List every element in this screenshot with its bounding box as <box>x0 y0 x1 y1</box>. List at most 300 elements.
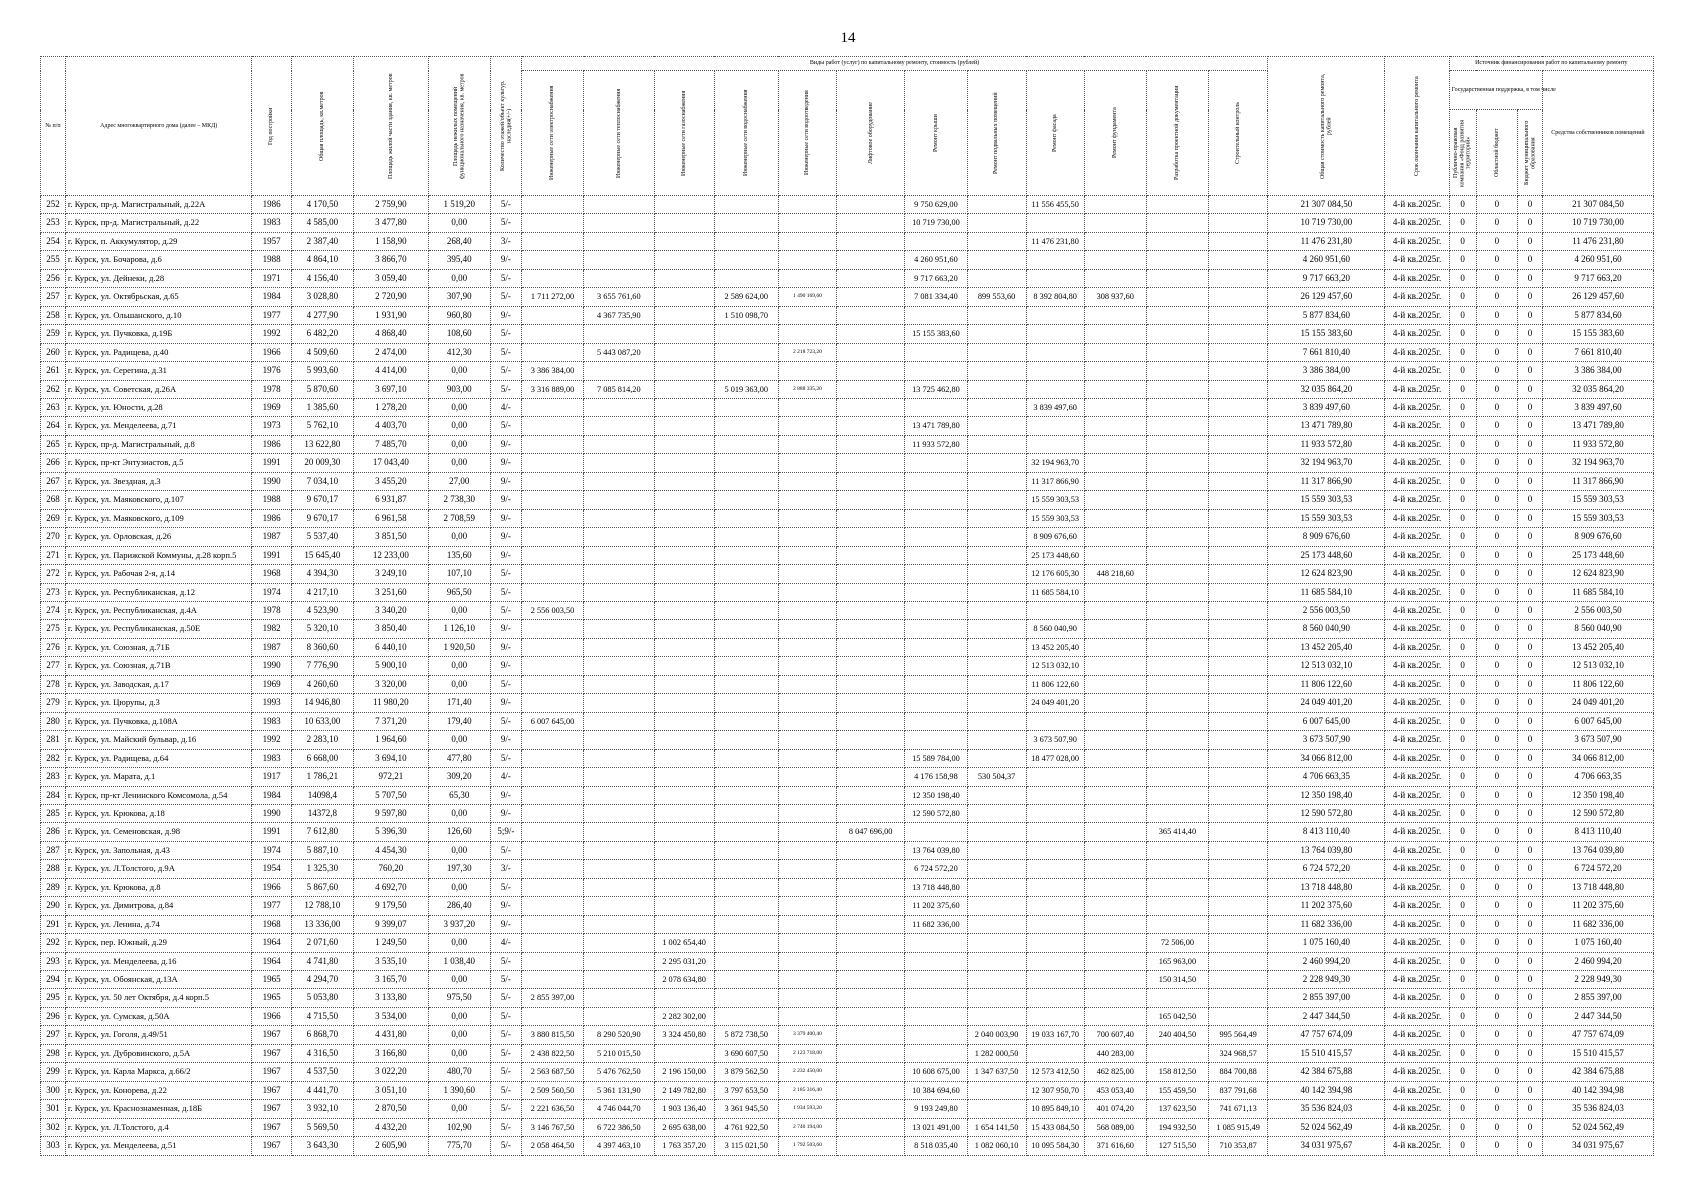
cell-facade <box>1026 343 1084 361</box>
cell-elevator <box>836 380 904 398</box>
cell-living-area: 1 278,20 <box>354 398 429 416</box>
cell-floors: 9/- <box>490 528 521 546</box>
cell-control <box>1209 398 1268 416</box>
cell-deadline: 4-й кв.2025г. <box>1385 804 1449 822</box>
cell-total-cost: 3 673 507,90 <box>1268 731 1385 749</box>
cell-year: 1984 <box>252 786 291 804</box>
cell-water <box>714 804 778 822</box>
cell-living-area: 3 850,40 <box>354 620 429 638</box>
cell-year: 1954 <box>252 860 291 878</box>
cell-fund: 0 <box>1449 472 1476 490</box>
cell-heat: 7 085 814,20 <box>584 380 654 398</box>
cell-facade <box>1026 934 1084 952</box>
cell-living-area: 6 961,58 <box>354 509 429 527</box>
cell-gas: 2 282 302,00 <box>654 1007 714 1025</box>
cell-address: г. Курск, ул. Пучковка, д.19Б <box>65 325 252 343</box>
cell-year: 1978 <box>252 380 291 398</box>
cell-total-area: 4 864,10 <box>291 251 353 269</box>
cell-nonres-area: 0,00 <box>428 1044 490 1062</box>
cell-design: 194 932,50 <box>1146 1118 1208 1136</box>
cell-control <box>1209 989 1268 1007</box>
cell-floors: 9/- <box>490 472 521 490</box>
table-row <box>41 251 1654 269</box>
cell-owners-funds: 12 350 198,40 <box>1542 786 1653 804</box>
cell-electric <box>521 731 583 749</box>
cell-facade: 11 476 231,80 <box>1026 232 1084 250</box>
cell-total-cost: 4 706 663,35 <box>1268 768 1385 786</box>
cell-sewer <box>778 915 836 933</box>
cell-year: 1988 <box>252 491 291 509</box>
cell-num: 301 <box>41 1100 66 1118</box>
cell-floors: 5/- <box>490 749 521 767</box>
cell-deadline: 4-й кв.2025г. <box>1385 878 1449 896</box>
cell-electric <box>521 971 583 989</box>
cell-facade: 8 392 804,80 <box>1026 288 1084 306</box>
cell-control <box>1209 823 1268 841</box>
cell-address: г. Курск, ул. Советская, д.26А <box>65 380 252 398</box>
cell-regional-budget: 0 <box>1476 934 1517 952</box>
cell-gas <box>654 731 714 749</box>
page-number: 14 <box>840 30 856 46</box>
cell-water <box>714 823 778 841</box>
cell-basement <box>967 343 1026 361</box>
cell-total-cost: 12 624 823,90 <box>1268 565 1385 583</box>
cell-year: 1984 <box>252 288 291 306</box>
cell-fund: 0 <box>1449 454 1476 472</box>
cell-electric <box>521 915 583 933</box>
cell-total-cost: 52 024 562,49 <box>1268 1118 1385 1136</box>
cell-regional-budget: 0 <box>1476 878 1517 896</box>
cell-elevator <box>836 343 904 361</box>
cell-nonres-area: 2 738,30 <box>428 491 490 509</box>
table-row <box>41 565 1654 583</box>
cell-total-cost: 1 075 160,40 <box>1268 934 1385 952</box>
cell-control <box>1209 971 1268 989</box>
cell-total-area: 3 643,30 <box>291 1137 353 1155</box>
cell-floors: 9/- <box>490 786 521 804</box>
cell-address: г. Курск, п. Аккумулятор, д.29 <box>65 232 252 250</box>
cell-address: г. Курск, ул. Майский бульвар, д.16 <box>65 731 252 749</box>
cell-owners-funds: 35 536 824,03 <box>1542 1100 1653 1118</box>
col-living-area-header: Площадь жилой части здания, кв. метров <box>354 57 429 196</box>
cell-regional-budget: 0 <box>1476 509 1517 527</box>
cell-floors: 5/- <box>490 841 521 859</box>
cell-roof: 10 608 675,00 <box>905 1063 967 1081</box>
cell-fund: 0 <box>1449 583 1476 601</box>
cell-deadline: 4-й кв.2025г. <box>1385 1100 1449 1118</box>
cell-num: 282 <box>41 749 66 767</box>
cell-num: 292 <box>41 934 66 952</box>
cell-basement <box>967 398 1026 416</box>
cell-control <box>1209 934 1268 952</box>
cell-address: г. Курск, ул. Радищева, д.40 <box>65 343 252 361</box>
cell-municipal-budget: 0 <box>1518 380 1543 398</box>
cell-foundation: 401 074,20 <box>1084 1100 1146 1118</box>
cell-deadline: 4-й кв.2025г. <box>1385 786 1449 804</box>
cell-nonres-area: 0,00 <box>428 454 490 472</box>
cell-living-area: 2 605,90 <box>354 1137 429 1155</box>
cell-total-area: 6 668,00 <box>291 749 353 767</box>
cell-nonres-area: 412,30 <box>428 343 490 361</box>
cell-num: 264 <box>41 417 66 435</box>
cell-electric <box>521 343 583 361</box>
cell-facade: 15 559 303,53 <box>1026 491 1084 509</box>
cell-owners-funds: 2 556 003,50 <box>1542 601 1653 619</box>
cell-regional-budget: 0 <box>1476 952 1517 970</box>
cell-address: г. Курск, ул. Парижской Коммуны, д.28 корп.5 <box>65 546 252 564</box>
cell-num: 271 <box>41 546 66 564</box>
cell-water <box>714 860 778 878</box>
cell-water <box>714 768 778 786</box>
cell-owners-funds: 13 452 205,40 <box>1542 638 1653 656</box>
cell-floors: 5/- <box>490 971 521 989</box>
cell-total-cost: 13 471 789,80 <box>1268 417 1385 435</box>
cell-facade <box>1026 1007 1084 1025</box>
cell-basement <box>967 915 1026 933</box>
cell-municipal-budget: 0 <box>1518 435 1543 453</box>
cell-gas <box>654 196 714 214</box>
cell-total-area: 4 523,90 <box>291 601 353 619</box>
cell-nonres-area: 1 920,50 <box>428 638 490 656</box>
cell-basement <box>967 583 1026 601</box>
cell-deadline: 4-й кв.2025г. <box>1385 860 1449 878</box>
cell-electric <box>521 638 583 656</box>
cell-owners-funds: 34 066 812,00 <box>1542 749 1653 767</box>
cell-year: 1967 <box>252 1100 291 1118</box>
cell-total-area: 13 622,80 <box>291 435 353 453</box>
cell-elevator <box>836 417 904 435</box>
cell-sewer <box>778 712 836 730</box>
cell-deadline: 4-й кв.2025г. <box>1385 528 1449 546</box>
cell-design <box>1146 841 1208 859</box>
cell-owners-funds: 9 717 663,20 <box>1542 269 1653 287</box>
cell-water <box>714 878 778 896</box>
cell-total-cost: 25 173 448,60 <box>1268 546 1385 564</box>
cell-year: 1971 <box>252 269 291 287</box>
cell-nonres-area: 965,50 <box>428 583 490 601</box>
cell-floors: 5/- <box>490 1007 521 1025</box>
table-row <box>41 546 1654 564</box>
cell-basement <box>967 196 1026 214</box>
cell-total-area: 3 028,80 <box>291 288 353 306</box>
cell-total-area: 5 053,80 <box>291 989 353 1007</box>
cell-address: г. Курск, пр-кт Энтузиастов, д.5 <box>65 454 252 472</box>
cell-basement <box>967 657 1026 675</box>
cell-heat <box>584 269 654 287</box>
cell-roof <box>905 657 967 675</box>
cell-deadline: 4-й кв.2025г. <box>1385 694 1449 712</box>
cell-total-area: 14 946,80 <box>291 694 353 712</box>
cell-facade <box>1026 786 1084 804</box>
cell-owners-funds: 11 933 572,80 <box>1542 435 1653 453</box>
cell-roof <box>905 472 967 490</box>
cell-gas <box>654 823 714 841</box>
cell-owners-funds: 2 447 344,50 <box>1542 1007 1653 1025</box>
cell-gas <box>654 694 714 712</box>
cell-water <box>714 841 778 859</box>
cell-electric <box>521 435 583 453</box>
cell-nonres-area: 0,00 <box>428 269 490 287</box>
cell-address: г. Курск, ул. Менделеева, д.16 <box>65 952 252 970</box>
cell-facade <box>1026 306 1084 324</box>
cell-design <box>1146 454 1208 472</box>
cell-elevator <box>836 306 904 324</box>
cell-floors: 5/- <box>490 1118 521 1136</box>
cell-fund: 0 <box>1449 380 1476 398</box>
cell-facade <box>1026 251 1084 269</box>
cell-num: 287 <box>41 841 66 859</box>
cell-total-cost: 26 129 457,60 <box>1268 288 1385 306</box>
cell-fund: 0 <box>1449 417 1476 435</box>
cell-total-cost: 24 049 401,20 <box>1268 694 1385 712</box>
cell-total-cost: 35 536 824,03 <box>1268 1100 1385 1118</box>
cell-electric <box>521 897 583 915</box>
cell-sewer <box>778 897 836 915</box>
cell-water <box>714 897 778 915</box>
cell-total-area: 4 260,60 <box>291 675 353 693</box>
cell-sewer <box>778 860 836 878</box>
cell-basement <box>967 971 1026 989</box>
cell-total-cost: 11 682 336,00 <box>1268 915 1385 933</box>
cell-gas <box>654 269 714 287</box>
cell-facade: 12 307 950,70 <box>1026 1081 1084 1099</box>
cell-water <box>714 565 778 583</box>
cell-nonres-area: 0,00 <box>428 731 490 749</box>
cell-municipal-budget: 0 <box>1518 1118 1543 1136</box>
cell-foundation <box>1084 362 1146 380</box>
cell-year: 1967 <box>252 1118 291 1136</box>
cell-nonres-area: 65,30 <box>428 786 490 804</box>
cell-facade: 11 806 122,60 <box>1026 675 1084 693</box>
cell-municipal-budget: 0 <box>1518 417 1543 435</box>
table-row <box>41 675 1654 693</box>
cell-basement <box>967 232 1026 250</box>
cell-floors: 5/- <box>490 1026 521 1044</box>
cell-fund: 0 <box>1449 860 1476 878</box>
table-row <box>41 1100 1654 1118</box>
cell-total-area: 1 385,60 <box>291 398 353 416</box>
cell-total-area: 5 887,10 <box>291 841 353 859</box>
cell-gas <box>654 897 714 915</box>
cell-living-area: 3 249,10 <box>354 565 429 583</box>
cell-design <box>1146 232 1208 250</box>
cell-living-area: 3 251,60 <box>354 583 429 601</box>
cell-owners-funds: 8 909 676,60 <box>1542 528 1653 546</box>
cell-total-cost: 32 035 864,20 <box>1268 380 1385 398</box>
cell-water <box>714 491 778 509</box>
cell-living-area: 3 477,80 <box>354 214 429 232</box>
cell-control <box>1209 620 1268 638</box>
cell-elevator <box>836 1044 904 1062</box>
cell-living-area: 6 931,87 <box>354 491 429 509</box>
cell-water <box>714 601 778 619</box>
cell-regional-budget: 0 <box>1476 915 1517 933</box>
cell-living-area: 1 931,90 <box>354 306 429 324</box>
cell-basement <box>967 417 1026 435</box>
cell-floors: 5/- <box>490 1081 521 1099</box>
table-row <box>41 878 1654 896</box>
cell-sewer <box>778 601 836 619</box>
cell-water <box>714 528 778 546</box>
cell-facade <box>1026 269 1084 287</box>
table-row <box>41 823 1654 841</box>
cell-foundation <box>1084 343 1146 361</box>
cell-foundation <box>1084 952 1146 970</box>
cell-facade: 13 452 205,40 <box>1026 638 1084 656</box>
cell-num: 279 <box>41 694 66 712</box>
cell-fund: 0 <box>1449 1044 1476 1062</box>
cell-basement <box>967 989 1026 1007</box>
cell-floors: 5/- <box>490 196 521 214</box>
cell-elevator <box>836 583 904 601</box>
cell-elevator <box>836 860 904 878</box>
cell-year: 1968 <box>252 915 291 933</box>
cell-fund: 0 <box>1449 251 1476 269</box>
cell-living-area: 3 133,80 <box>354 989 429 1007</box>
cell-design: 137 623,50 <box>1146 1100 1208 1118</box>
cell-total-area: 1 786,21 <box>291 768 353 786</box>
table-row <box>41 989 1654 1007</box>
cell-basement <box>967 306 1026 324</box>
table-row <box>41 731 1654 749</box>
cell-deadline: 4-й кв.2025г. <box>1385 196 1449 214</box>
cell-total-area: 6 482,20 <box>291 325 353 343</box>
cell-basement <box>967 694 1026 712</box>
cell-regional-budget: 0 <box>1476 288 1517 306</box>
cell-gas: 2 149 782,80 <box>654 1081 714 1099</box>
cell-water <box>714 1007 778 1025</box>
cell-year: 1966 <box>252 878 291 896</box>
cell-sewer <box>778 934 836 952</box>
cell-address: г. Курск, ул. Серегина, д.31 <box>65 362 252 380</box>
cell-foundation: 371 616,60 <box>1084 1137 1146 1155</box>
cell-fund: 0 <box>1449 823 1476 841</box>
cell-gas <box>654 768 714 786</box>
cell-heat <box>584 897 654 915</box>
cell-electric <box>521 509 583 527</box>
cell-num: 298 <box>41 1044 66 1062</box>
cell-facade: 25 173 448,60 <box>1026 546 1084 564</box>
cell-year: 1968 <box>252 565 291 583</box>
col-work-electric-header: Инженерные сети электроснабжения <box>521 71 583 196</box>
cell-roof: 7 081 334,40 <box>905 288 967 306</box>
cell-elevator <box>836 952 904 970</box>
cell-total-area: 4 741,80 <box>291 952 353 970</box>
cell-num: 253 <box>41 214 66 232</box>
cell-foundation <box>1084 989 1146 1007</box>
cell-total-area: 5 870,60 <box>291 380 353 398</box>
col-work-elevator-header: Лифтовое оборудование <box>836 71 904 196</box>
cell-total-cost: 13 764 039,80 <box>1268 841 1385 859</box>
cell-fund: 0 <box>1449 343 1476 361</box>
cell-total-area: 15 645,40 <box>291 546 353 564</box>
cell-design <box>1146 565 1208 583</box>
cell-sewer <box>778 749 836 767</box>
cell-electric <box>521 1007 583 1025</box>
cell-total-area: 4 715,50 <box>291 1007 353 1025</box>
cell-municipal-budget: 0 <box>1518 196 1543 214</box>
cell-nonres-area: 0,00 <box>428 804 490 822</box>
cell-living-area: 4 692,70 <box>354 878 429 896</box>
cell-electric: 2 556 003,50 <box>521 601 583 619</box>
col-work-roof-header: Ремонт крыши <box>905 71 967 196</box>
cell-owners-funds: 52 024 562,49 <box>1542 1118 1653 1136</box>
cell-num: 290 <box>41 897 66 915</box>
col-work-foundation-header: Ремонт фундамента <box>1084 71 1146 196</box>
cell-municipal-budget: 0 <box>1518 804 1543 822</box>
table-row <box>41 343 1654 361</box>
cell-floors: 5/- <box>490 288 521 306</box>
cell-foundation <box>1084 269 1146 287</box>
cell-design <box>1146 583 1208 601</box>
cell-facade: 12 513 032,10 <box>1026 657 1084 675</box>
cell-facade <box>1026 989 1084 1007</box>
cell-total-cost: 11 685 584,10 <box>1268 583 1385 601</box>
cell-heat <box>584 196 654 214</box>
cell-total-cost: 2 460 994,20 <box>1268 952 1385 970</box>
cell-gas <box>654 232 714 250</box>
cell-owners-funds: 12 590 572,80 <box>1542 804 1653 822</box>
cell-total-cost: 9 717 663,20 <box>1268 269 1385 287</box>
cell-heat <box>584 491 654 509</box>
cell-address: г. Курск, пр-кт Ленинского Комсомола, д.54 <box>65 786 252 804</box>
cell-living-area: 17 043,40 <box>354 454 429 472</box>
cell-control <box>1209 196 1268 214</box>
cell-elevator <box>836 712 904 730</box>
cell-elevator <box>836 1063 904 1081</box>
cell-owners-funds: 4 706 663,35 <box>1542 768 1653 786</box>
cell-year: 1957 <box>252 232 291 250</box>
cell-year: 1969 <box>252 398 291 416</box>
cell-gas <box>654 306 714 324</box>
cell-num: 297 <box>41 1026 66 1044</box>
cell-municipal-budget: 0 <box>1518 638 1543 656</box>
cell-heat <box>584 325 654 343</box>
cell-year: 1965 <box>252 989 291 1007</box>
col-work-control-header: Строительный контроль <box>1209 71 1268 196</box>
cell-elevator <box>836 1007 904 1025</box>
cell-total-area: 7 034,10 <box>291 472 353 490</box>
cell-owners-funds: 8 413 110,40 <box>1542 823 1653 841</box>
cell-water <box>714 934 778 952</box>
cell-sewer: 2 740 194,00 <box>778 1118 836 1136</box>
cell-heat <box>584 454 654 472</box>
cell-fund: 0 <box>1449 509 1476 527</box>
cell-nonres-area: 1 390,60 <box>428 1081 490 1099</box>
cell-basement <box>967 841 1026 859</box>
cell-heat <box>584 823 654 841</box>
cell-total-area: 9 670,17 <box>291 509 353 527</box>
cell-living-area: 3 694,10 <box>354 749 429 767</box>
cell-fund: 0 <box>1449 1100 1476 1118</box>
cell-floors: 5/- <box>490 1063 521 1081</box>
state-support-header: Государственная поддержка, в том числе <box>1449 71 1542 110</box>
cell-roof: 15 155 383,60 <box>905 325 967 343</box>
cell-design <box>1146 694 1208 712</box>
cell-living-area: 5 396,30 <box>354 823 429 841</box>
cell-total-area: 8 360,60 <box>291 638 353 656</box>
cell-heat <box>584 786 654 804</box>
cell-foundation <box>1084 731 1146 749</box>
cell-sewer <box>778 841 836 859</box>
cell-basement <box>967 952 1026 970</box>
cell-electric <box>521 398 583 416</box>
cell-deadline: 4-й кв.2025г. <box>1385 509 1449 527</box>
cell-municipal-budget: 0 <box>1518 232 1543 250</box>
cell-total-cost: 11 933 572,80 <box>1268 435 1385 453</box>
cell-roof <box>905 1044 967 1062</box>
cell-regional-budget: 0 <box>1476 1044 1517 1062</box>
